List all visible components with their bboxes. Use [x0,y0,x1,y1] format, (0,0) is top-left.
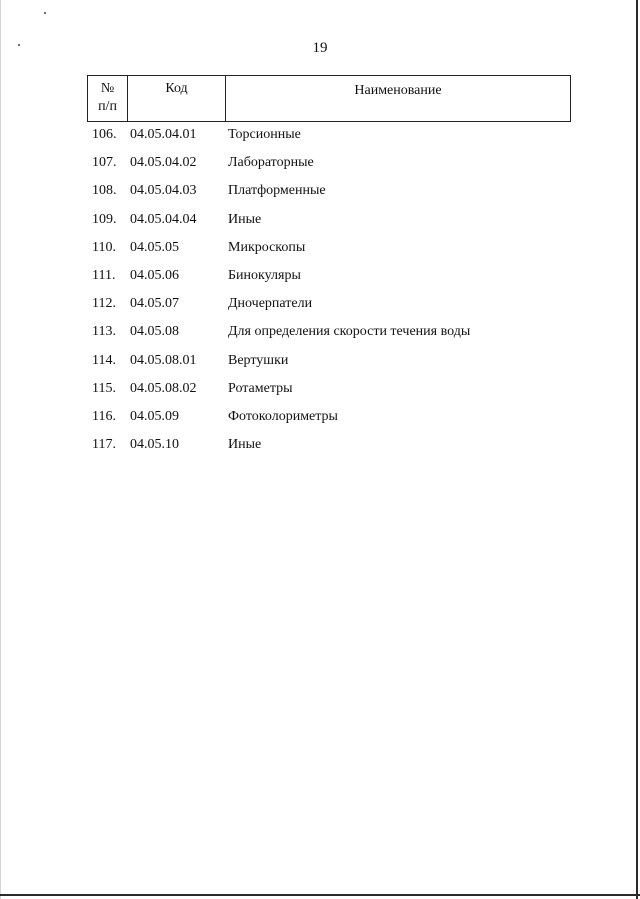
row-code: 04.05.04.01 [130,127,197,142]
row-name: Бинокуляры [228,267,301,283]
row-number: 107. [92,155,117,171]
row-name: Иные [228,437,262,453]
row-number: 106. [92,127,117,142]
row-code: 04.05.08 [130,324,179,340]
header-code: Код [128,76,226,121]
row-code: 04.05.04.03 [130,183,197,199]
table-row [0,181,640,209]
row-number: 111. [92,267,116,283]
table-header [87,75,571,122]
row-code: 04.05.07 [130,296,179,312]
table-row [0,379,640,407]
row-name: Платформенные [228,183,326,199]
row-name: Фотоколориметры [228,408,338,424]
row-number: 108. [92,183,117,199]
table-row [0,407,640,435]
row-code: 04.05.10 [130,437,179,453]
row-number: 115. [92,380,116,396]
table-row [0,210,640,238]
row-number: 113. [92,324,116,340]
header-number-symbol: № [100,81,115,96]
row-code: 04.05.04.04 [130,211,197,227]
row-code: 04.05.08.02 [130,380,197,396]
scan-bottom-edge [0,894,640,896]
scan-speck [44,12,46,14]
table-row [0,351,640,379]
row-number: 112. [92,296,116,312]
table-row [0,238,640,266]
table-row [0,435,640,463]
header-number [88,76,128,121]
header-number-abbr: п/п [98,99,117,114]
table-row [0,266,640,294]
table-row [0,125,640,153]
table-row [0,294,640,322]
row-name: Микроскопы [228,239,306,255]
table-row [0,322,640,350]
row-name: Ротаметры [228,380,293,396]
row-code: 04.05.04.02 [130,155,197,171]
page-number: 19 [312,40,328,56]
row-code: 04.05.09 [130,408,179,424]
row-number: 109. [92,211,117,227]
table-body [0,125,640,463]
row-name: Вертушки [228,352,289,368]
row-code: 04.05.06 [130,267,179,283]
row-name: Для определения скорости течения воды [228,324,471,340]
table-row [0,153,640,181]
row-name: Дночерпатели [228,296,313,312]
row-name: Иные [228,211,262,227]
row-name: Лабораторные [228,155,314,171]
header-name: Наименование [354,83,442,98]
row-name: Торсионные [228,127,301,142]
row-number: 116. [92,408,116,424]
row-number: 114. [92,352,116,368]
row-code: 04.05.08.01 [130,352,197,368]
row-number: 110. [92,239,116,255]
row-number: 117. [92,437,116,453]
row-code: 04.05.05 [130,239,179,255]
